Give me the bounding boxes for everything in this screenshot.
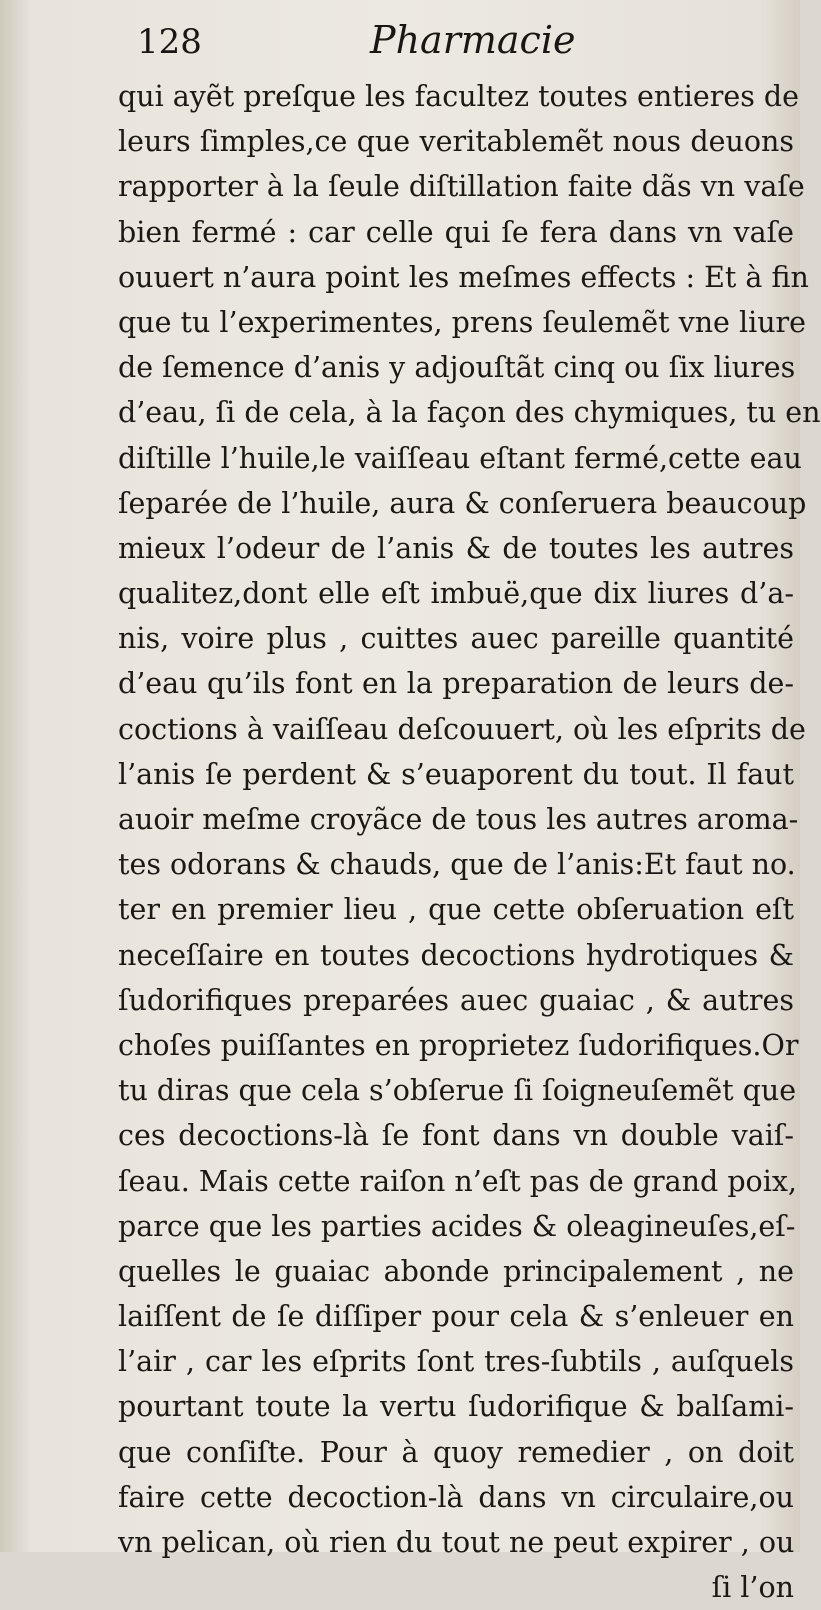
running-title: Pharmacie — [370, 18, 576, 62]
text-line: l’anis ſe perdent & s’euaporent du tout. Il faut — [118, 757, 794, 791]
text-line: ſi l’on — [711, 1571, 794, 1605]
text-line: tu diras que cela s’obſerue ſi ſoigneuſemẽt que — [118, 1074, 797, 1108]
text-line: parce que les parties acides & oleagineuſes,eſ- — [118, 1209, 796, 1243]
text-line: nis, voire plus , cuittes auec pareille quantité — [118, 622, 794, 656]
text-line: ſeau. Mais cette raiſon n’eſt pas de grand poix, — [118, 1164, 797, 1198]
text-line: laiſſent de ſe diſſiper pour cela & s’enleuer en — [118, 1300, 794, 1334]
text-line: ces decoctions-là ſe font dans vn double vaiſ- — [118, 1119, 794, 1153]
text-line: d’eau qu’ils font en la preparation de leurs de- — [118, 667, 794, 701]
text-line: choſes puiſſantes en proprietez ſudorifiques.Or — [118, 1028, 799, 1062]
text-line: mieux l’odeur de l’anis & de toutes les autres — [118, 531, 794, 565]
text-line: que conſiſte. Pour à quoy remedier , on doit — [118, 1435, 794, 1469]
text-line: neceſſaire en toutes decoctions hydrotiques & — [118, 938, 794, 972]
text-line: bien fermé : car celle qui ſe fera dans vn vaſe — [118, 215, 794, 249]
text-line: l’air , car les eſprits ſont tres-ſubtils , auſquels — [118, 1345, 794, 1379]
text-line: faire cette decoction-là dans vn circulaire,ou — [118, 1480, 794, 1514]
text-line: ouuert n’aura point les meſmes effects : Et à fin — [118, 260, 809, 294]
text-line: vn pelican, où rien du tout ne peut expirer , ou — [118, 1526, 795, 1559]
text-line: de ſemence d’anis y adjouſtãt cinq ou ſix liures — [118, 351, 796, 385]
text-line: que tu l’experimentes, prens ſeulemẽt vne liure — [118, 305, 807, 339]
text-line: quelles le guaiac abonde principalement , ne — [118, 1254, 794, 1288]
text-line: tes odorans & chauds, que de l’anis:Et faut no. — [118, 848, 796, 882]
text-line: diſtille l’huile,le vaiſſeau eſtant fermé,cette eau — [118, 441, 802, 475]
text-line: ter en premier lieu , que cette obſeruation eſt — [118, 893, 794, 927]
text-line: qualitez,dont elle eſt imbuë,que dix liures d’a- — [118, 577, 794, 611]
text-line: ſudorifiques preparées auec guaiac , & autres — [118, 983, 794, 1017]
text-line: leurs ſimples,ce que veritablemẽt nous deuons — [118, 125, 794, 159]
text-line: qui ayẽt preſque les facultez toutes entieres de — [118, 80, 799, 113]
text-line: auoir meſme croyãce de tous les autres aroma- — [118, 803, 799, 836]
text-line: pourtant toute la vertu ſudorifique & balſami- — [118, 1390, 794, 1424]
text-line: rapporter à la ſeule diſtillation faite dãs vn vaſe — [118, 170, 805, 204]
text-line: ſeparée de l’huile, aura & conſeruera beaucoup — [118, 486, 807, 520]
text-line: d’eau, ſi de cela, à la façon des chymiques, tu en — [118, 396, 821, 430]
text-line: coctions à vaiſſeau deſcouuert, où les eſprits de — [118, 712, 806, 746]
body-text — [118, 74, 821, 1610]
page-number: 128 — [137, 22, 202, 62]
